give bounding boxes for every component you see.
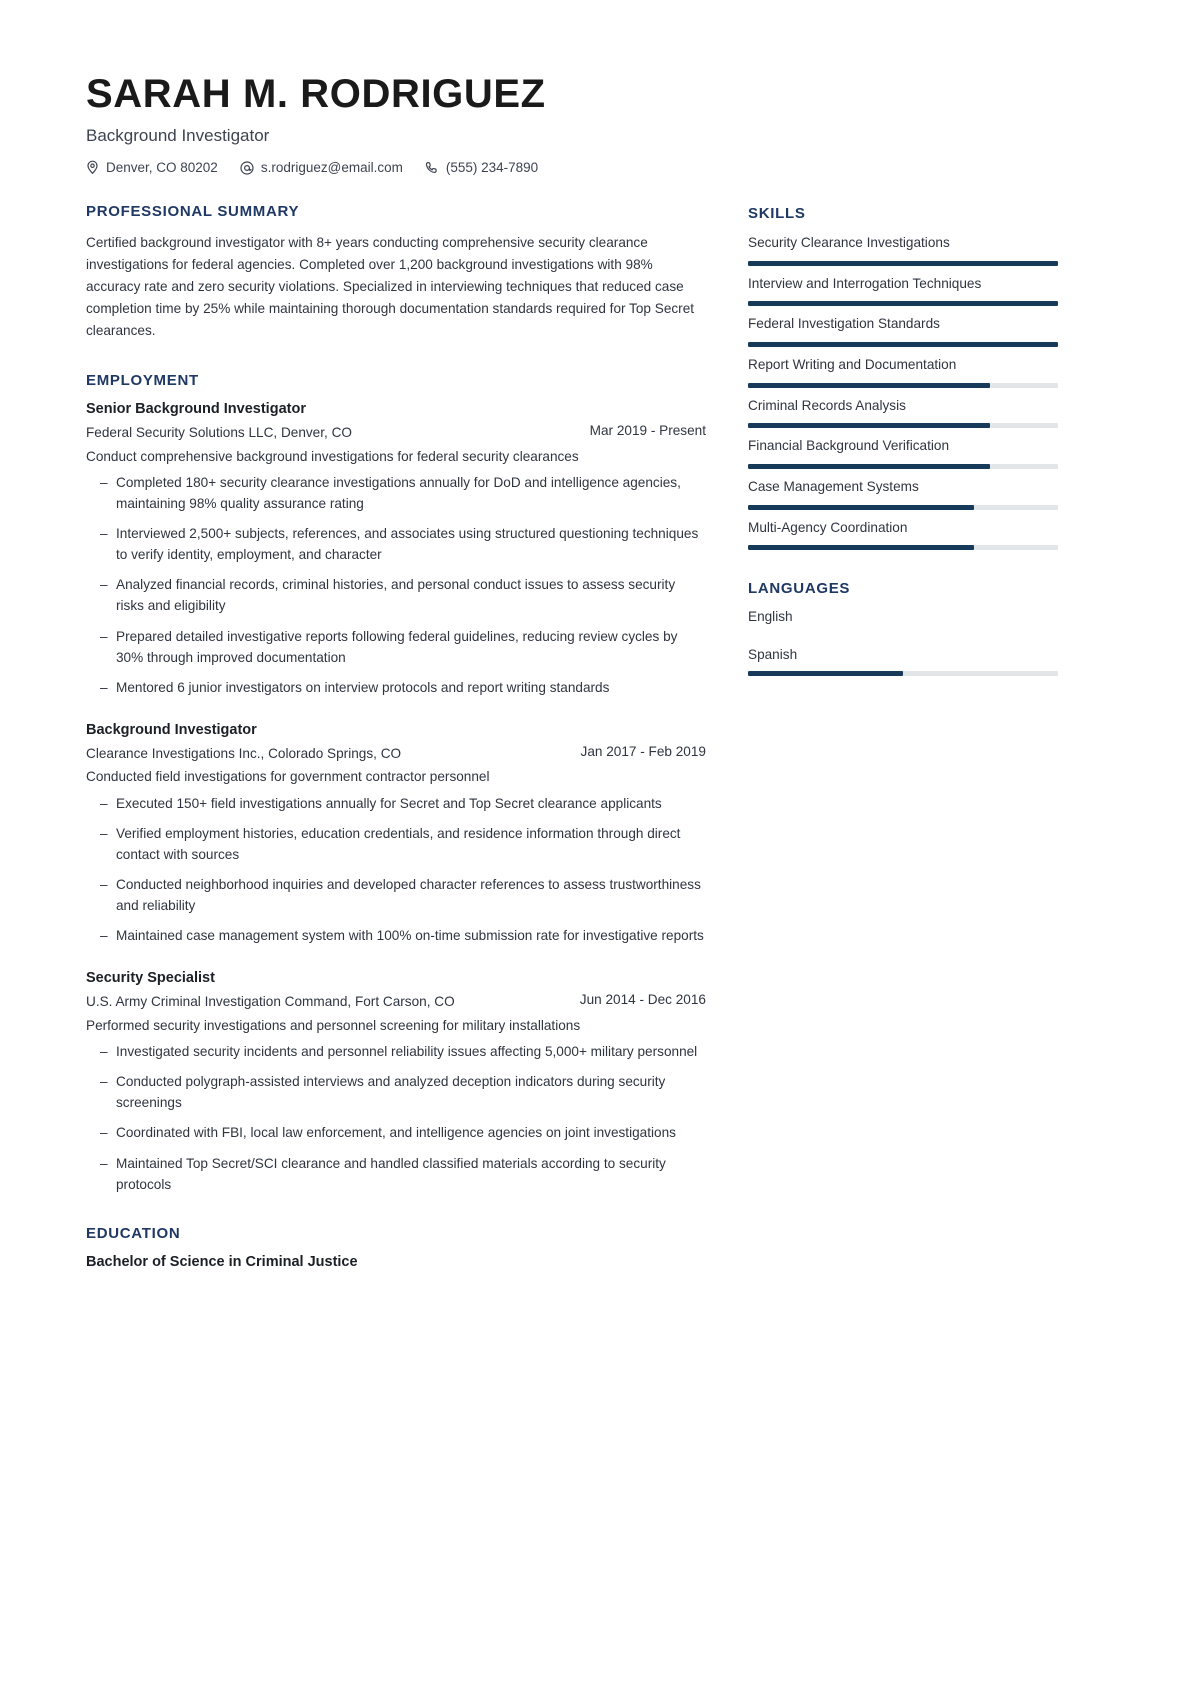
employment-bullets — [86, 793, 706, 946]
list-item: – Verified employment histories, education credentials, and residence information through direct contact with sources — [86, 823, 706, 865]
skill-bar-fill — [748, 545, 974, 550]
skill-bar-fill — [748, 383, 990, 388]
language-label: Spanish — [748, 647, 798, 663]
contact-email — [240, 160, 403, 175]
skill-label: Federal Investigation Standards — [748, 316, 940, 332]
section-professional-summary — [86, 203, 706, 342]
employment-description: Conducted field investigations for government contractor personnel — [86, 769, 490, 785]
employment-entry — [86, 722, 706, 946]
employment-meta — [86, 992, 706, 1012]
employment-entry — [86, 970, 706, 1194]
sidebar-column — [748, 203, 1058, 706]
resume-header — [86, 72, 1114, 175]
list-item: – Conducted neighborhood inquiries and developed character references to assess trustworthiness and reliability — [86, 874, 706, 916]
list-item: – Maintained case management system with 100% on-time submission rate for investigative reports — [86, 925, 706, 946]
skill-bar-track — [748, 383, 1058, 388]
list-item: – Maintained Top Secret/SCI clearance and handled classified materials according to security protocols — [86, 1153, 706, 1195]
skill-label: Security Clearance Investigations — [748, 235, 950, 250]
resume-body — [86, 203, 1114, 1300]
employment-description: Conduct comprehensive background investigations for federal security clearances — [86, 448, 579, 464]
list-item: – Executed 150+ field investigations annually for Secret and Top Secret clearance applicants — [86, 793, 706, 814]
skill-item — [748, 275, 1058, 307]
contact-phone — [425, 160, 538, 175]
list-item: – Analyzed financial records, criminal histories, and personal conduct issues to assess security risks and eligibility — [86, 574, 706, 616]
skill-item — [748, 234, 1058, 266]
skill-bar-fill — [748, 301, 1058, 306]
employment-title: Security Specialist — [86, 970, 215, 987]
contact-location — [86, 160, 218, 175]
contact-row — [86, 160, 1114, 175]
skill-bar-fill — [748, 342, 1058, 347]
skill-bar-fill — [748, 261, 1058, 266]
skill-item — [748, 397, 1058, 429]
employment-description: Performed security investigations and personnel screening for military installations — [86, 1017, 581, 1033]
employment-company: Federal Security Solutions LLC, Denver, CO — [86, 425, 352, 441]
language-bar-track — [748, 671, 1058, 676]
summary-text: Certified background investigator with 8+ years conducting comprehensive security clearance investigations for federal agencies. Completed over 1,200 background investigations with 98% accuracy rate and zero security violations. Specialized in interviewing techniques that reduced case completion time by 25% while maintaining thorough documentation standards required for Top Secret clearances. — [86, 235, 695, 339]
list-item: – Interviewed 2,500+ subjects, references, and associates using structured questioning techniques to verify identity, employment, and character — [86, 523, 706, 565]
location-pin-icon — [86, 160, 99, 175]
list-item: – Coordinated with FBI, local law enforcement, and intelligence agencies on joint investigations — [86, 1122, 706, 1143]
language-bar-fill — [748, 671, 903, 676]
skill-label: Criminal Records Analysis — [748, 397, 906, 413]
employment-title: Senior Background Investigator — [86, 401, 306, 418]
list-item: – Conducted polygraph-assisted interviews and analyzed deception indicators during security screenings — [86, 1071, 706, 1113]
employment-company: Clearance Investigations Inc., Colorado Springs, CO — [86, 745, 402, 761]
skill-label: Case Management Systems — [748, 479, 919, 495]
skill-bar-fill — [748, 505, 974, 510]
skill-bar-fill — [748, 423, 990, 428]
employment-bullets — [86, 1041, 706, 1194]
section-education — [86, 1225, 706, 1270]
contact-email-text: s.rodriguez@email.com — [260, 160, 403, 175]
skill-item — [748, 478, 1058, 510]
skill-label: Financial Background Verification — [748, 438, 949, 454]
skill-bar-track — [748, 423, 1058, 428]
employment-bullets — [86, 472, 706, 698]
employment-meta — [86, 744, 706, 764]
section-languages — [748, 580, 1058, 676]
list-item: – Prepared detailed investigative reports following federal guidelines, reducing review cycles by 30% through improved documentation — [86, 626, 706, 668]
section-employment — [86, 372, 706, 1195]
list-item: – Mentored 6 junior investigators on interview protocols and report writing standards — [86, 677, 706, 698]
skill-bar-track — [748, 342, 1058, 347]
skill-item — [748, 519, 1058, 551]
skill-label: Interview and Interrogation Techniques — [748, 275, 982, 291]
skill-item — [748, 437, 1058, 469]
main-column — [86, 203, 706, 1300]
skill-bar-track — [748, 545, 1058, 550]
languages-heading: LANGUAGES — [748, 580, 851, 598]
list-item: – Investigated security incidents and personnel reliability issues affecting 5,000+ military personnel — [86, 1041, 706, 1062]
skill-item — [748, 315, 1058, 347]
section-skills — [748, 205, 1058, 550]
skill-bar-fill — [748, 464, 990, 469]
language-item — [748, 609, 1058, 638]
employment-company: U.S. Army Criminal Investigation Command, Fort Carson, CO — [86, 994, 455, 1010]
language-label: English — [748, 609, 793, 625]
education-degree: Bachelor of Science in Criminal Justice — [86, 1253, 358, 1270]
skill-item — [748, 356, 1058, 388]
employment-dates: Jan 2017 - Feb 2019 — [580, 743, 706, 759]
phone-icon — [425, 161, 439, 175]
employment-dates: Mar 2019 - Present — [589, 423, 706, 439]
employment-meta — [86, 423, 706, 443]
skill-bar-track — [748, 261, 1058, 266]
summary-heading: PROFESSIONAL SUMMARY — [86, 203, 300, 220]
email-icon — [240, 161, 254, 175]
skills-heading: SKILLS — [748, 205, 806, 222]
list-item: – Completed 180+ security clearance investigations annually for DoD and intelligence agencies, maintaining 98% quality assurance rating — [86, 472, 706, 514]
language-item — [748, 647, 1058, 676]
job-title-subheading: Background Investigator — [86, 126, 270, 145]
skill-label: Multi-Agency Coordination — [748, 519, 908, 535]
contact-location-text: Denver, CO 80202 — [106, 160, 218, 175]
contact-phone-text: (555) 234-7890 — [445, 160, 539, 175]
skill-bar-track — [748, 464, 1058, 469]
skill-bar-track — [748, 301, 1058, 306]
skill-bar-track — [748, 505, 1058, 510]
employment-heading: EMPLOYMENT — [86, 372, 199, 390]
employment-entry — [86, 401, 706, 698]
page-title: SARAH M. RODRIGUEZ — [86, 72, 546, 116]
employment-title: Background Investigator — [86, 721, 257, 738]
skill-label: Report Writing and Documentation — [748, 357, 957, 373]
employment-dates: Jun 2014 - Dec 2016 — [579, 992, 706, 1008]
education-heading: EDUCATION — [86, 1224, 181, 1242]
